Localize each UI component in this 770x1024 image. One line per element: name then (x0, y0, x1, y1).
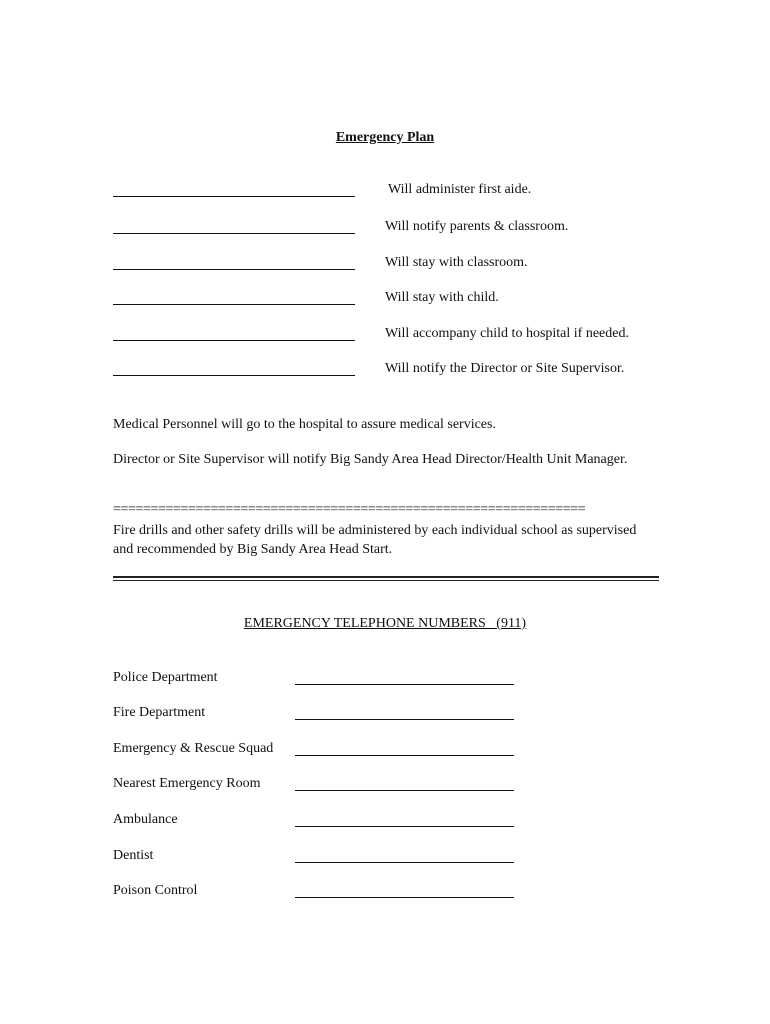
assignment-blank-line (113, 233, 355, 234)
assignment-row (0, 182, 770, 202)
assignment-text: Will accompany child to hospital if needed. (385, 326, 629, 341)
assignment-text: Will notify parents & classroom. (385, 219, 569, 234)
phone-entry-row (0, 705, 770, 725)
assignment-text: Will notify the Director or Site Supervisor. (385, 361, 625, 376)
phone-entry-label: Ambulance (113, 812, 178, 827)
assignment-row (0, 290, 770, 310)
phone-entry-row (0, 883, 770, 903)
phone-entry-blank-line (295, 897, 514, 898)
phone-entry-row (0, 741, 770, 761)
medical-personnel-text: Medical Personnel will go to the hospital to assure medical services. (113, 417, 496, 432)
assignment-blank-line (113, 269, 355, 270)
assignment-text: Will stay with child. (385, 290, 499, 305)
assignment-row (0, 255, 770, 275)
phone-entry-row (0, 776, 770, 796)
phone-entry-label: Nearest Emergency Room (113, 776, 261, 791)
page-title: Emergency Plan (335, 130, 435, 145)
phone-entry-label: Poison Control (113, 883, 198, 898)
phone-entry-blank-line (295, 862, 514, 863)
assignment-blank-line (113, 375, 355, 376)
assignment-text: Will administer first aide. (388, 182, 532, 197)
phone-entry-blank-line (295, 790, 514, 791)
phone-entry-row (0, 848, 770, 868)
fire-drills-text: Fire drills and other safety drills will be administered by each individual school as supervised and recommended by Big Sandy Area Head Start. (113, 523, 637, 557)
phone-entry-label: Emergency & Rescue Squad (113, 741, 274, 756)
phone-entry-blank-line (295, 719, 514, 720)
phone-entry-blank-line (295, 684, 514, 685)
assignment-blank-line (113, 196, 355, 197)
assignment-blank-line (113, 340, 355, 341)
phone-entry-label: Fire Department (113, 705, 206, 720)
assignment-row (0, 326, 770, 346)
separator-line: =============================================================== (113, 503, 586, 517)
phone-entry-blank-line (295, 826, 514, 827)
phone-section-title: EMERGENCY TELEPHONE NUMBERS (911) (243, 616, 527, 631)
assignment-row (0, 361, 770, 381)
assignment-blank-line (113, 304, 355, 305)
section-divider (113, 576, 659, 581)
phone-entry-row (0, 812, 770, 832)
phone-entry-label: Dentist (113, 848, 154, 863)
assignment-text: Will stay with classroom. (385, 255, 528, 270)
assignment-row (0, 219, 770, 239)
director-notify-text: Director or Site Supervisor will notify Big Sandy Area Head Director/Health Unit Manager. (113, 452, 628, 467)
phone-entry-row (0, 670, 770, 690)
phone-entry-label: Police Department (113, 670, 218, 685)
phone-entry-blank-line (295, 755, 514, 756)
